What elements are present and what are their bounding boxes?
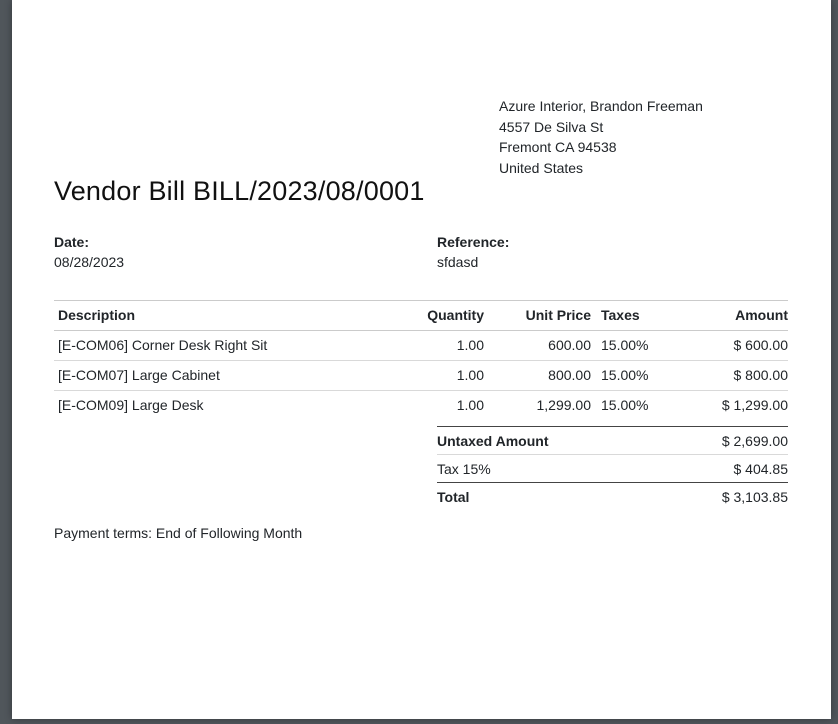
reference-value: sfdasd: [437, 254, 479, 270]
header-taxes: Taxes: [593, 301, 660, 331]
untaxed-amount-label: Untaxed Amount: [437, 432, 549, 449]
table-row: [54, 331, 788, 361]
header-description: Description: [54, 301, 420, 331]
cell-amount: $ 1,299.00: [721, 397, 788, 413]
total-label: Total: [437, 488, 470, 505]
untaxed-amount-row: [437, 426, 788, 454]
table-row: [54, 361, 788, 391]
untaxed-amount-value: $ 2,699.00: [721, 432, 788, 449]
header-quantity: Quantity: [420, 301, 486, 331]
vendor-bill-page: [12, 0, 831, 719]
tax-row: [437, 454, 788, 482]
cell-taxes: 15.00%: [593, 361, 660, 391]
cell-unit-price: 1,299.00: [536, 397, 591, 413]
payment-terms-text: Payment terms: End of Following Month: [54, 525, 303, 541]
total-value: $ 3,103.85: [721, 488, 788, 505]
cell-amount: $ 800.00: [660, 361, 788, 391]
cell-quantity: 1.00: [456, 397, 484, 413]
invoice-lines-table: [54, 300, 788, 420]
date-block: [54, 232, 124, 272]
header-unit-price: Unit Price: [486, 301, 593, 331]
cell-unit-price: 600.00: [486, 331, 593, 361]
vendor-address-block: [499, 96, 703, 178]
total-row: [437, 482, 788, 510]
cell-description: [E-COM06] Corner Desk Right Sit: [54, 331, 420, 361]
cell-description: [E-COM09] Large Desk: [58, 397, 204, 413]
cell-quantity: 1.00: [420, 361, 486, 391]
tax-value: $ 404.85: [733, 460, 788, 477]
reference-label: Reference:: [437, 234, 510, 250]
cell-quantity: 1.00: [420, 331, 486, 361]
cell-taxes: 15.00%: [593, 331, 660, 361]
cell-description: [E-COM07] Large Cabinet: [54, 361, 420, 391]
cell-taxes: 15.00%: [601, 397, 649, 413]
cell-amount: $ 600.00: [660, 331, 788, 361]
table-row: [54, 391, 788, 421]
table-header-row: [54, 301, 788, 331]
date-label: Date:: [54, 234, 90, 250]
address-line-street: 4557 De Silva St: [499, 118, 604, 135]
address-line-city: Fremont CA 94538: [499, 139, 617, 155]
date-value: 08/28/2023: [54, 254, 125, 270]
cell-unit-price: 800.00: [486, 361, 593, 391]
tax-label: Tax 15%: [437, 460, 491, 477]
totals-block: [437, 426, 788, 510]
address-line-company: Azure Interior, Brandon Freeman: [499, 98, 703, 114]
address-line-country: United States: [499, 159, 584, 176]
header-amount: Amount: [660, 301, 788, 331]
document-title: Vendor Bill BILL/2023/08/0001: [54, 176, 425, 206]
reference-block: [437, 232, 509, 272]
